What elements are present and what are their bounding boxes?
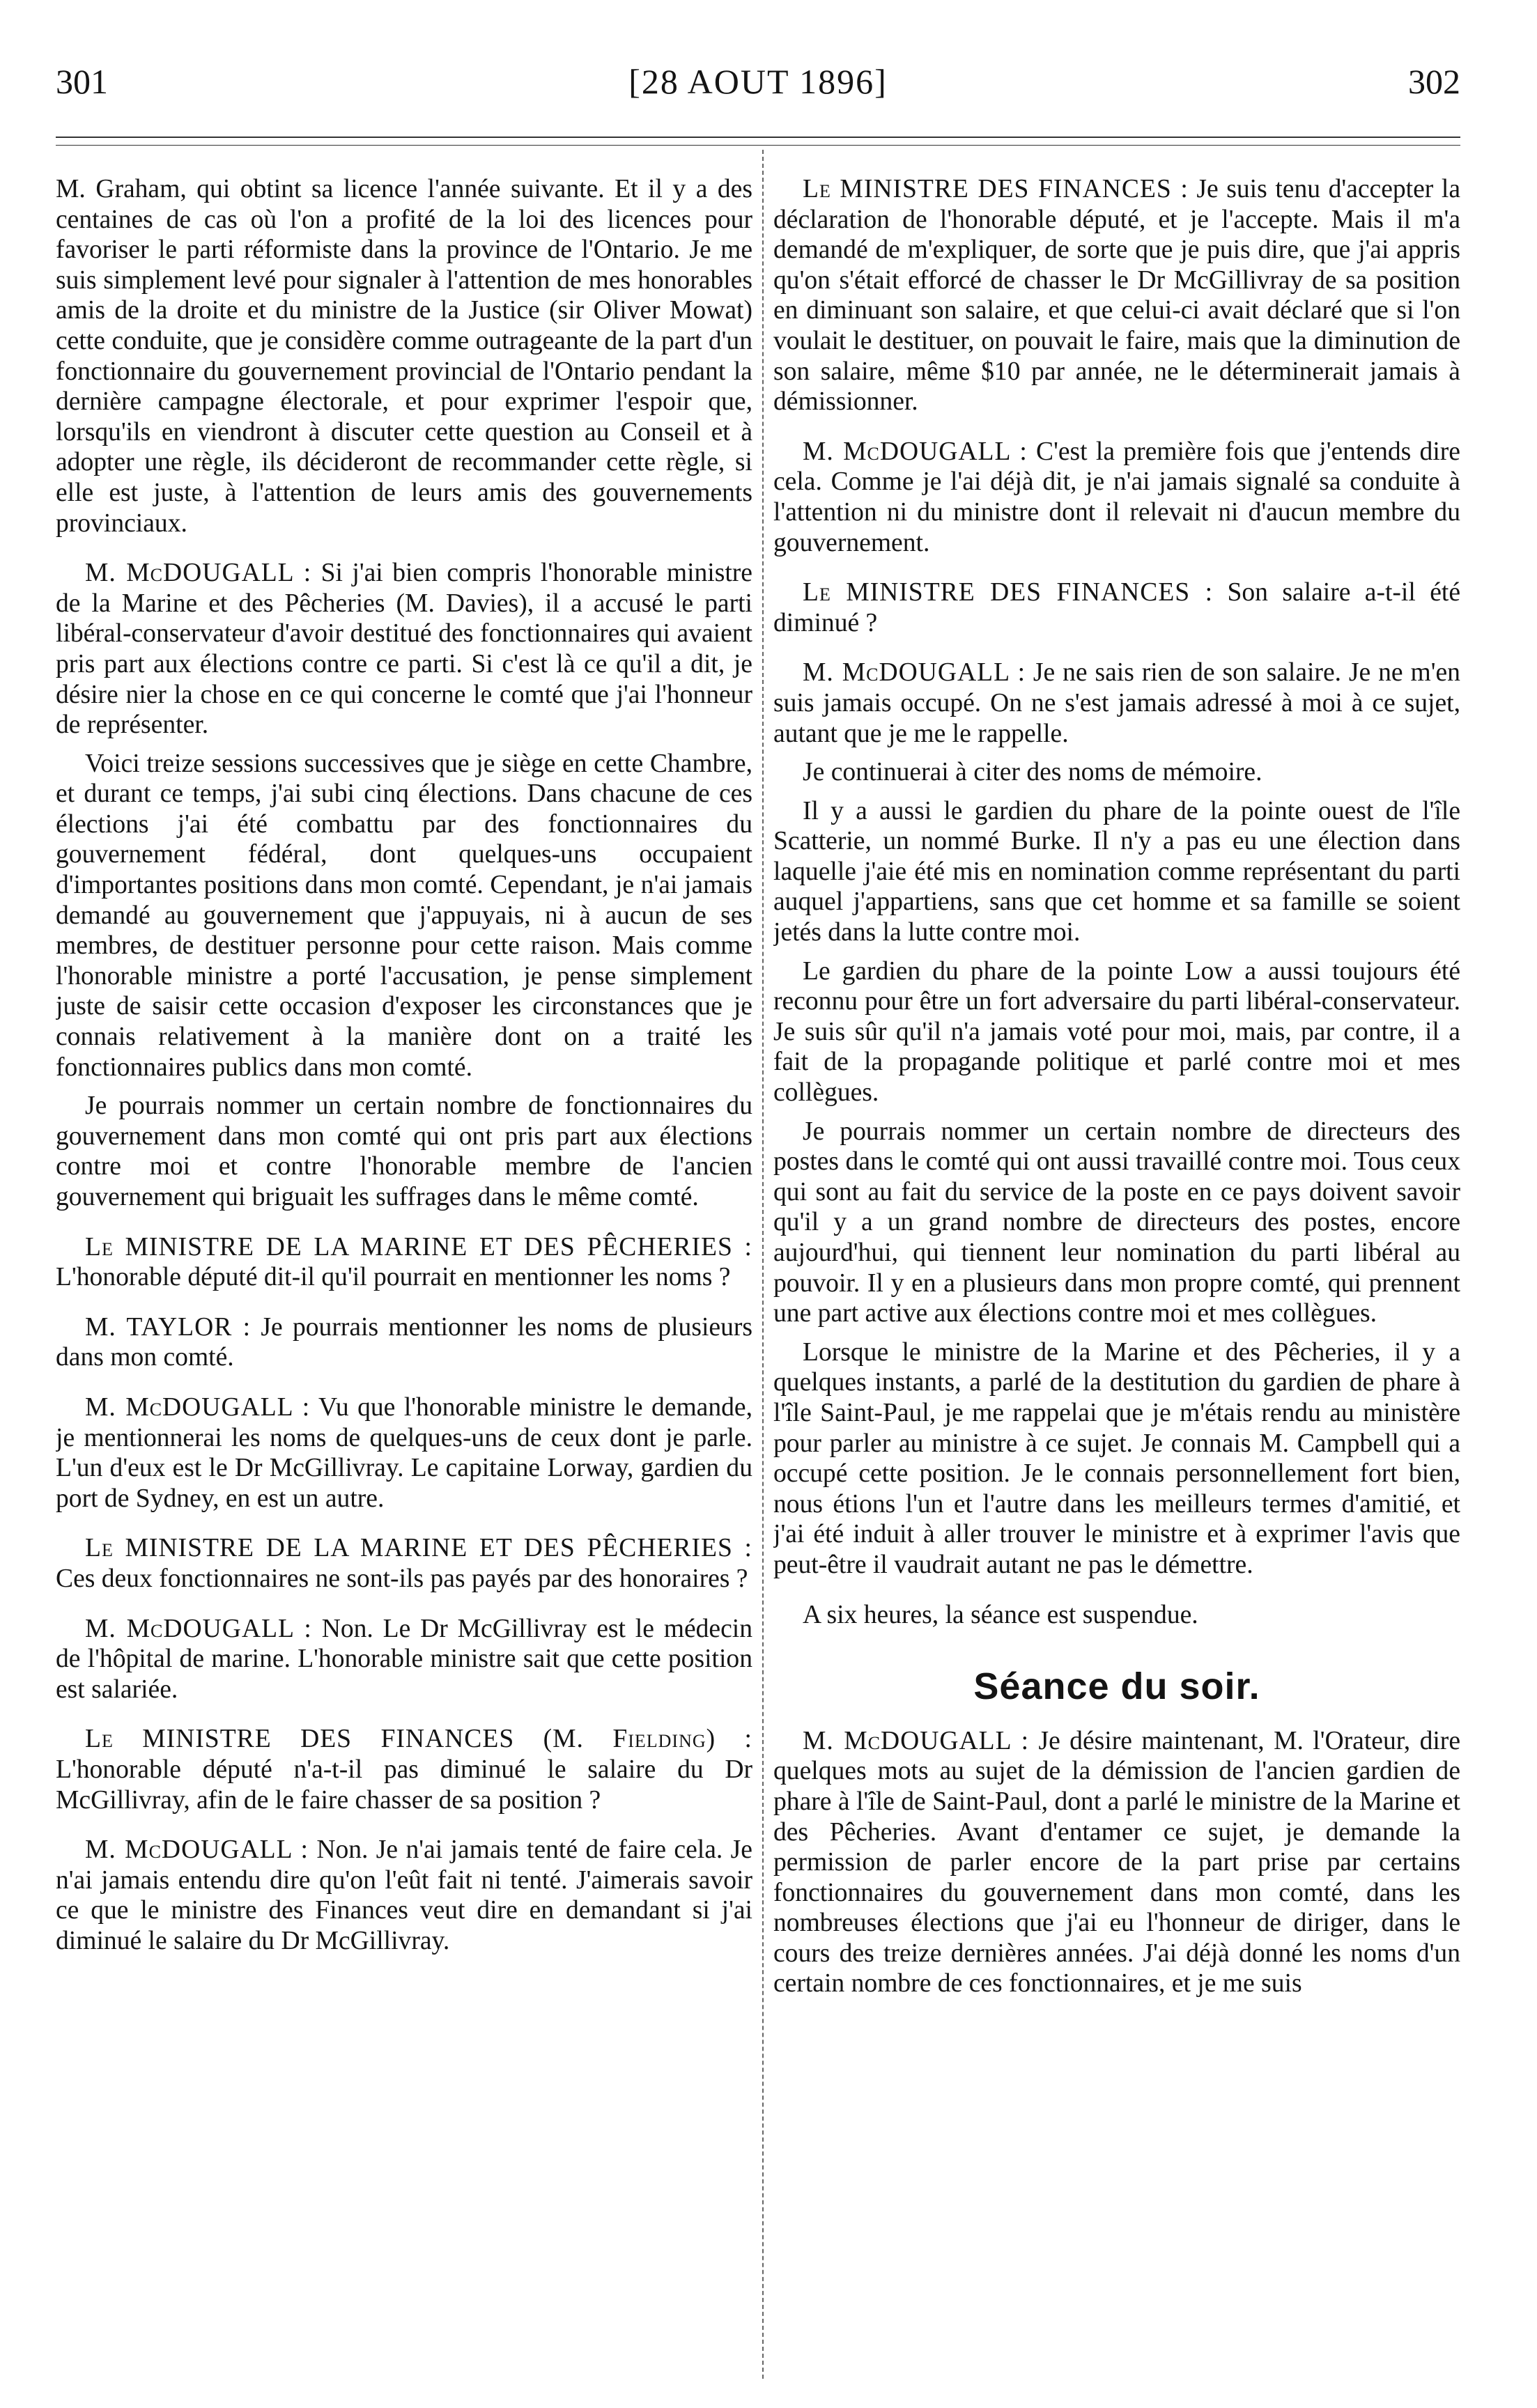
paragraph: M. Graham, qui obtint sa licence l'année suivante. Et il y a des centaines de cas où l'on a profité de la loi des licences pour favoriser le parti réformiste dans la province de l'Ontario. Je me suis simplement levé pour signaler à l'attention de mes honorables amis de la droite et du ministre de la Justice (sir Oliver Mowat) cette conduite, que je considère comme outrageante de la part d'un fonctionnaire du gouvernement provincial de l'Ontario pendant la dernière campagne électorale, et pour exprimer l'espoir que, lorsqu'ils en viendront à discuter cette question au Conseil et à adopter une règle, ils décideront de recommander cette règle, si elle est juste, à l'attention de leurs amis des gouvernements provinciaux. (56, 175, 752, 538)
speech: M. McDOUGALL : Non. Le Dr McGillivray est le médecin de l'hôpital de marine. L'honorable ministre sait que cette position est salariée. (56, 1614, 752, 1704)
page-header (56, 61, 1460, 110)
speaker-name: Le MINISTRE DES FINANCES (M. Fielding) : (85, 1725, 752, 1754)
speech: M. McDOUGALL : C'est la première fois que j'entends dire cela. Comme je l'ai déjà dit, je n'ai jamais signalé sa conduite à l'attention ni du ministre dont il relevait ni d'aucun membre du gouvernement. (773, 437, 1460, 557)
speaker-name: Le MINISTRE DES FINANCES : (803, 578, 1214, 607)
speech: M. McDOUGALL : Vu que l'honorable ministre le demande, je mentionnerai les noms de quelques-uns de ceux dont je parle. L'un d'eux est le Dr McGillivray. Le capitaine Lorway, gardien du port de Sydney, en est un autre. (56, 1392, 752, 1513)
speaker-name: Le MINISTRE DE LA MARINE ET DES PÊCHERIES : (85, 1534, 752, 1563)
speaker-name: Le MINISTRE DES FINANCES : (803, 175, 1189, 203)
header-rule (56, 137, 1460, 138)
right-column (773, 174, 1460, 2375)
speaker-name: M. McDOUGALL : (803, 1726, 1030, 1755)
speech: Le MINISTRE DE LA MARINE ET DES PÊCHERIES : L'honorable député dit-il qu'il pourrait en mentionner les noms ? (56, 1232, 752, 1292)
paragraph: Lorsque le ministre de la Marine et des Pêcheries, il y a quelques instants, a parlé de la destitution du gardien de phare à l'île Saint-Paul, je me rappelai que je m'étais rendu au ministère pour parler au ministre à ce sujet. Je connais M. Campbell qui a occupé cette position. Je le connais personnellement fort bien, nous étions l'un et l'autre dans les meilleurs termes d'amitié, et j'ai été induit à aller trouver le ministre et à exprimer l'avis que peut-être il vaudrait autant ne pas le démettre. (773, 1337, 1460, 1579)
speech: M. TAYLOR : Je pourrais mentionner les noms de plusieurs dans mon comté. (56, 1312, 752, 1372)
left-column (56, 174, 752, 2375)
speech: Le MINISTRE DES FINANCES : Je suis tenu d'accepter la déclaration de l'honorable député, et je l'accepte. Mais il m'a demandé de m'expliquer, de sorte que je puis dire, que j'ai appris qu'on s'était efforcé de chasser le Dr McGillivray de sa position en diminuant son salaire, et que celui-ci avait déclaré que si l'on voulait le destituer, on pouvait le faire, mais que la diminution de son salaire, même $10 par année, ne le déterminerait jamais à démissionner. (773, 175, 1460, 417)
speaker-name: M. McDOUGALL : (85, 1392, 311, 1422)
header-rule-thin (56, 145, 1460, 146)
speech: M. McDOUGALL : Je désire maintenant, M. l'Orateur, dire quelques mots au sujet de la démission de l'ancien gardien de phare à l'île de Saint-Paul, dont a parlé le ministre de la Marine et des Pêcheries. Avant d'entamer ce sujet, je demande la permission de parler encore de la part prise par certains fonctionnaires du gouvernement dans mon comté, dans les nombreuses élections que j'ai eu l'honneur de diriger, dans le cours des treize dernières années. J'ai déjà donné les noms d'un certain nombre de ces fonctionnaires, et je me suis (773, 1726, 1460, 1998)
paragraph: Le gardien du phare de la pointe Low a aussi toujours été reconnu pour être un fort adversaire du parti libéral-conservateur. Je suis sûr qu'il n'a jamais voté pour moi, mais, par contre, il a fait de la propagande politique et parlé contre moi et mes collègues. (773, 956, 1460, 1108)
speaker-name: M. McDOUGALL : (85, 1614, 312, 1643)
speaker-name: Le MINISTRE DE LA MARINE ET DES PÊCHERIES : (85, 1232, 752, 1261)
speaker-name: M. TAYLOR : (85, 1312, 252, 1342)
paragraph: Je pourrais nommer un certain nombre de directeurs des postes dans le comté qui ont aussi travaillé contre moi. Tous ceux qui sont au fait du service de la poste en ce pays doivent savoir qu'il y a un grand nombre de directeurs des postes, encore aujourd'hui, qui tiennent leur nomination du parti libéral au pouvoir. Il y en a plusieurs dans mon propre comté, qui prennent une part active aux élections contre moi et mes collègues. (773, 1117, 1460, 1328)
speech: Le MINISTRE DE LA MARINE ET DES PÊCHERIES : Ces deux fonctionnaires ne sont-ils pas payés par des honoraires ? (56, 1534, 752, 1593)
page-number-left: 301 (56, 62, 108, 101)
speaker-name: M. McDOUGALL : (85, 559, 312, 588)
section-title: Séance du soir. (973, 1665, 1260, 1708)
speech: Le MINISTRE DES FINANCES : Son salaire a-t-il été diminué ? (773, 578, 1460, 637)
speech: M. McDOUGALL : Non. Je n'ai jamais tenté de faire cela. Je n'ai jamais entendu dire qu'on l'eût fait ni tenté. J'aimerais savoir ce que le ministre des Finances veut dire en demandant si j'ai diminué le salaire du Dr McGillivray. (56, 1835, 752, 1955)
speech: M. McDOUGALL : Je ne sais rien de son salaire. Je ne m'en suis jamais occupé. On ne s'est jamais adressé à moi à ce sujet, autant que je me le rappelle. (773, 658, 1460, 748)
paragraph: Il y a aussi le gardien du phare de la pointe ouest de l'île Scatterie, un nommé Burke. Il n'y a pas eu une élection dans laquelle j'aie été mis en nomination comme représentant du parti auquel j'appartiens, sans que cet homme et sa famille se soient jetés dans la lutte contre moi. (773, 796, 1460, 947)
speaker-name: M. McDOUGALL : (803, 437, 1028, 466)
speaker-name: M. McDOUGALL : (803, 658, 1026, 688)
speech: Le MINISTRE DES FINANCES (M. Fielding) : L'honorable député n'a-t-il pas diminué le salaire du Dr McGillivray, afin de le faire chasser de sa position ? (56, 1725, 752, 1815)
page-date-title: [28 AOUT 1896] (628, 62, 888, 101)
session-note: A six heures, la séance est suspendue. (803, 1600, 1198, 1629)
paragraph: Voici treize sessions successives que je siège en cette Chambre, et durant ce temps, j'ai subi cinq élections. Dans chacune de ces élections j'ai été combattu par des fonctionnaires du gouvernement fédéral, dont quelques-uns occupaient d'importantes positions dans mon comté. Cependant, je n'ai jamais demandé au gouvernement que j'appuyais, ni à aucun de ses membres, de destituer personne pour cette raison. Mais comme l'honorable ministre a porté l'accusation, je pense simplement juste de saisir cette occasion d'exposer les circonstances que je connais relativement à la manière dont on a traité les fonctionnaires publics dans mon comté. (56, 749, 752, 1082)
page-number-right: 302 (1408, 62, 1460, 101)
column-divider (762, 150, 764, 2379)
paragraph: Je continuerai à citer des noms de mémoire. (803, 758, 1262, 787)
speech: M. McDOUGALL : Si j'ai bien compris l'honorable ministre de la Marine et des Pêcheries (M. Davies), il a accusé le parti libéral-conservateur d'avoir destitué des fonctionnaires qui avaient pris part aux élections contre ce parti. Si c'est là ce qu'il a dit, je désire nier la chose en ce qui concerne le comté que j'ai l'honneur de représenter. (56, 559, 752, 740)
paragraph: Je pourrais nommer un certain nombre de fonctionnaires du gouvernement dans mon comté qui ont pris part aux élections contre moi et contre l'honorable membre de l'ancien gouvernement qui briguait les suffrages dans le même comté. (56, 1092, 752, 1211)
speaker-name: M. McDOUGALL : (85, 1835, 309, 1865)
